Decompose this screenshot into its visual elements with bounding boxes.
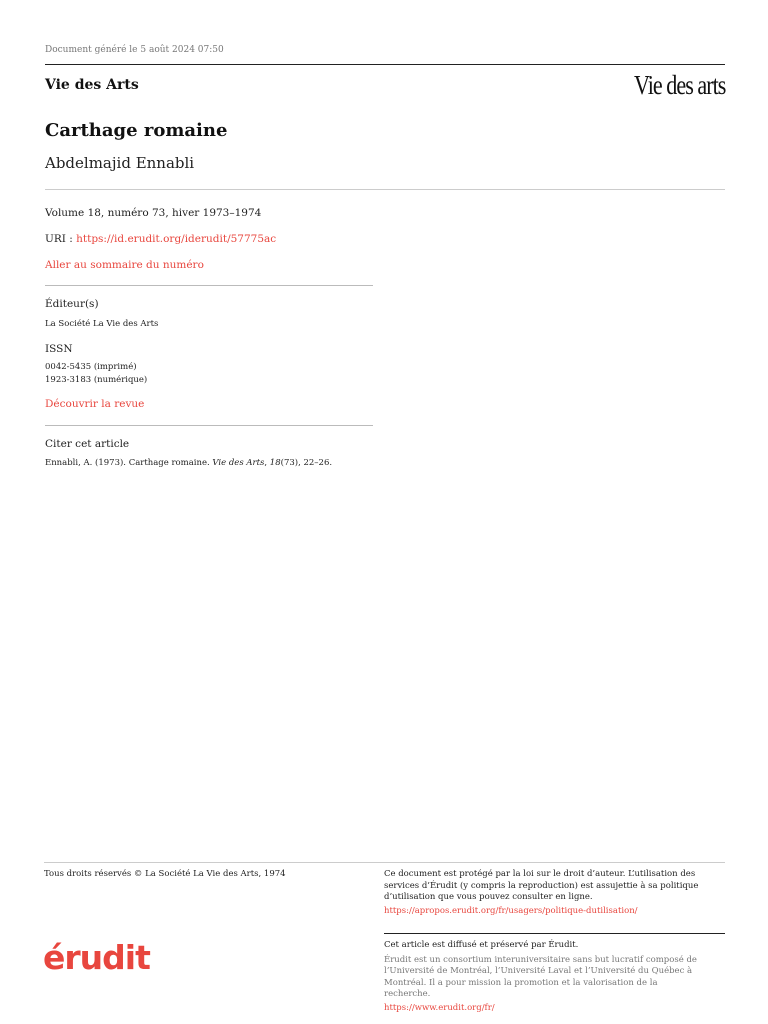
top-divider (45, 64, 725, 65)
header-divider (45, 189, 725, 190)
discover-journal-link[interactable]: Découvrir la revue (45, 398, 145, 410)
footer-divider (44, 862, 725, 863)
issn-print: 0042-5435 (imprimé) (45, 362, 137, 372)
section-divider (45, 285, 373, 286)
erudit-link[interactable]: https://www.erudit.org/fr/ (384, 1002, 495, 1013)
volume-info: Volume 18, numéro 73, hiver 1973–1974 (45, 207, 262, 219)
journal-name: Vie des Arts (45, 77, 139, 93)
toc-link[interactable]: Aller au sommaire du numéro (45, 259, 204, 271)
section-divider (45, 425, 373, 426)
rights-text: Tous droits réservés © La Société La Vie des Arts, 1974 (44, 869, 286, 879)
citation-volume: 18 (269, 458, 281, 468)
citation-text (45, 457, 332, 470)
publisher-heading: Éditeur(s) (45, 298, 99, 310)
publisher-name: La Société La Vie des Arts (45, 319, 159, 329)
cite-heading: Citer cet article (45, 438, 130, 450)
erudit-logo[interactable]: érudit (43, 938, 150, 977)
citation-sep: , (264, 458, 270, 468)
issn-digital: 1923-3183 (numérique) (45, 375, 148, 385)
citation-journal: Vie des Arts (212, 458, 265, 468)
article-title: Carthage romaine (45, 120, 228, 141)
article-author: Abdelmajid Ennabli (45, 154, 195, 172)
citation-suffix: (73), 22–26. (280, 458, 333, 468)
diffusion-block (384, 940, 704, 1014)
generated-date: Document généré le 5 août 2024 07:50 (45, 45, 224, 55)
policy-link[interactable]: https://apropos.erudit.org/fr/usagers/politique-dutilisation/ (384, 905, 638, 916)
journal-logo: Vie des arts (633, 70, 725, 100)
diffusion-title: Cet article est diffusé et préservé par Érudit. (384, 940, 579, 950)
copyright-notice (384, 869, 704, 917)
copyright-text: Ce document est protégé par la loi sur le droit d’auteur. L’utilisation des services d’Érudit (y compris la reproduction) est assujettie à sa politique d’utilisation que vous pouvez consulter en ligne. (384, 869, 699, 902)
uri-link[interactable]: https://id.erudit.org/iderudit/57775ac (76, 233, 277, 245)
citation-prefix: Ennabli, A. (1973). Carthage romaine. (45, 458, 213, 468)
footer-divider-dark (384, 933, 725, 934)
uri-row (45, 233, 276, 245)
diffusion-text: Érudit est un consortium interuniversitaire sans but lucratif composé de l’Université de Montréal, l’Université Laval et l’Université du Québec à Montréal. Il a pour mission la promotion et la valorisation de la recherche. (384, 954, 697, 999)
uri-label: URI : (45, 233, 77, 245)
issn-heading: ISSN (45, 343, 73, 355)
